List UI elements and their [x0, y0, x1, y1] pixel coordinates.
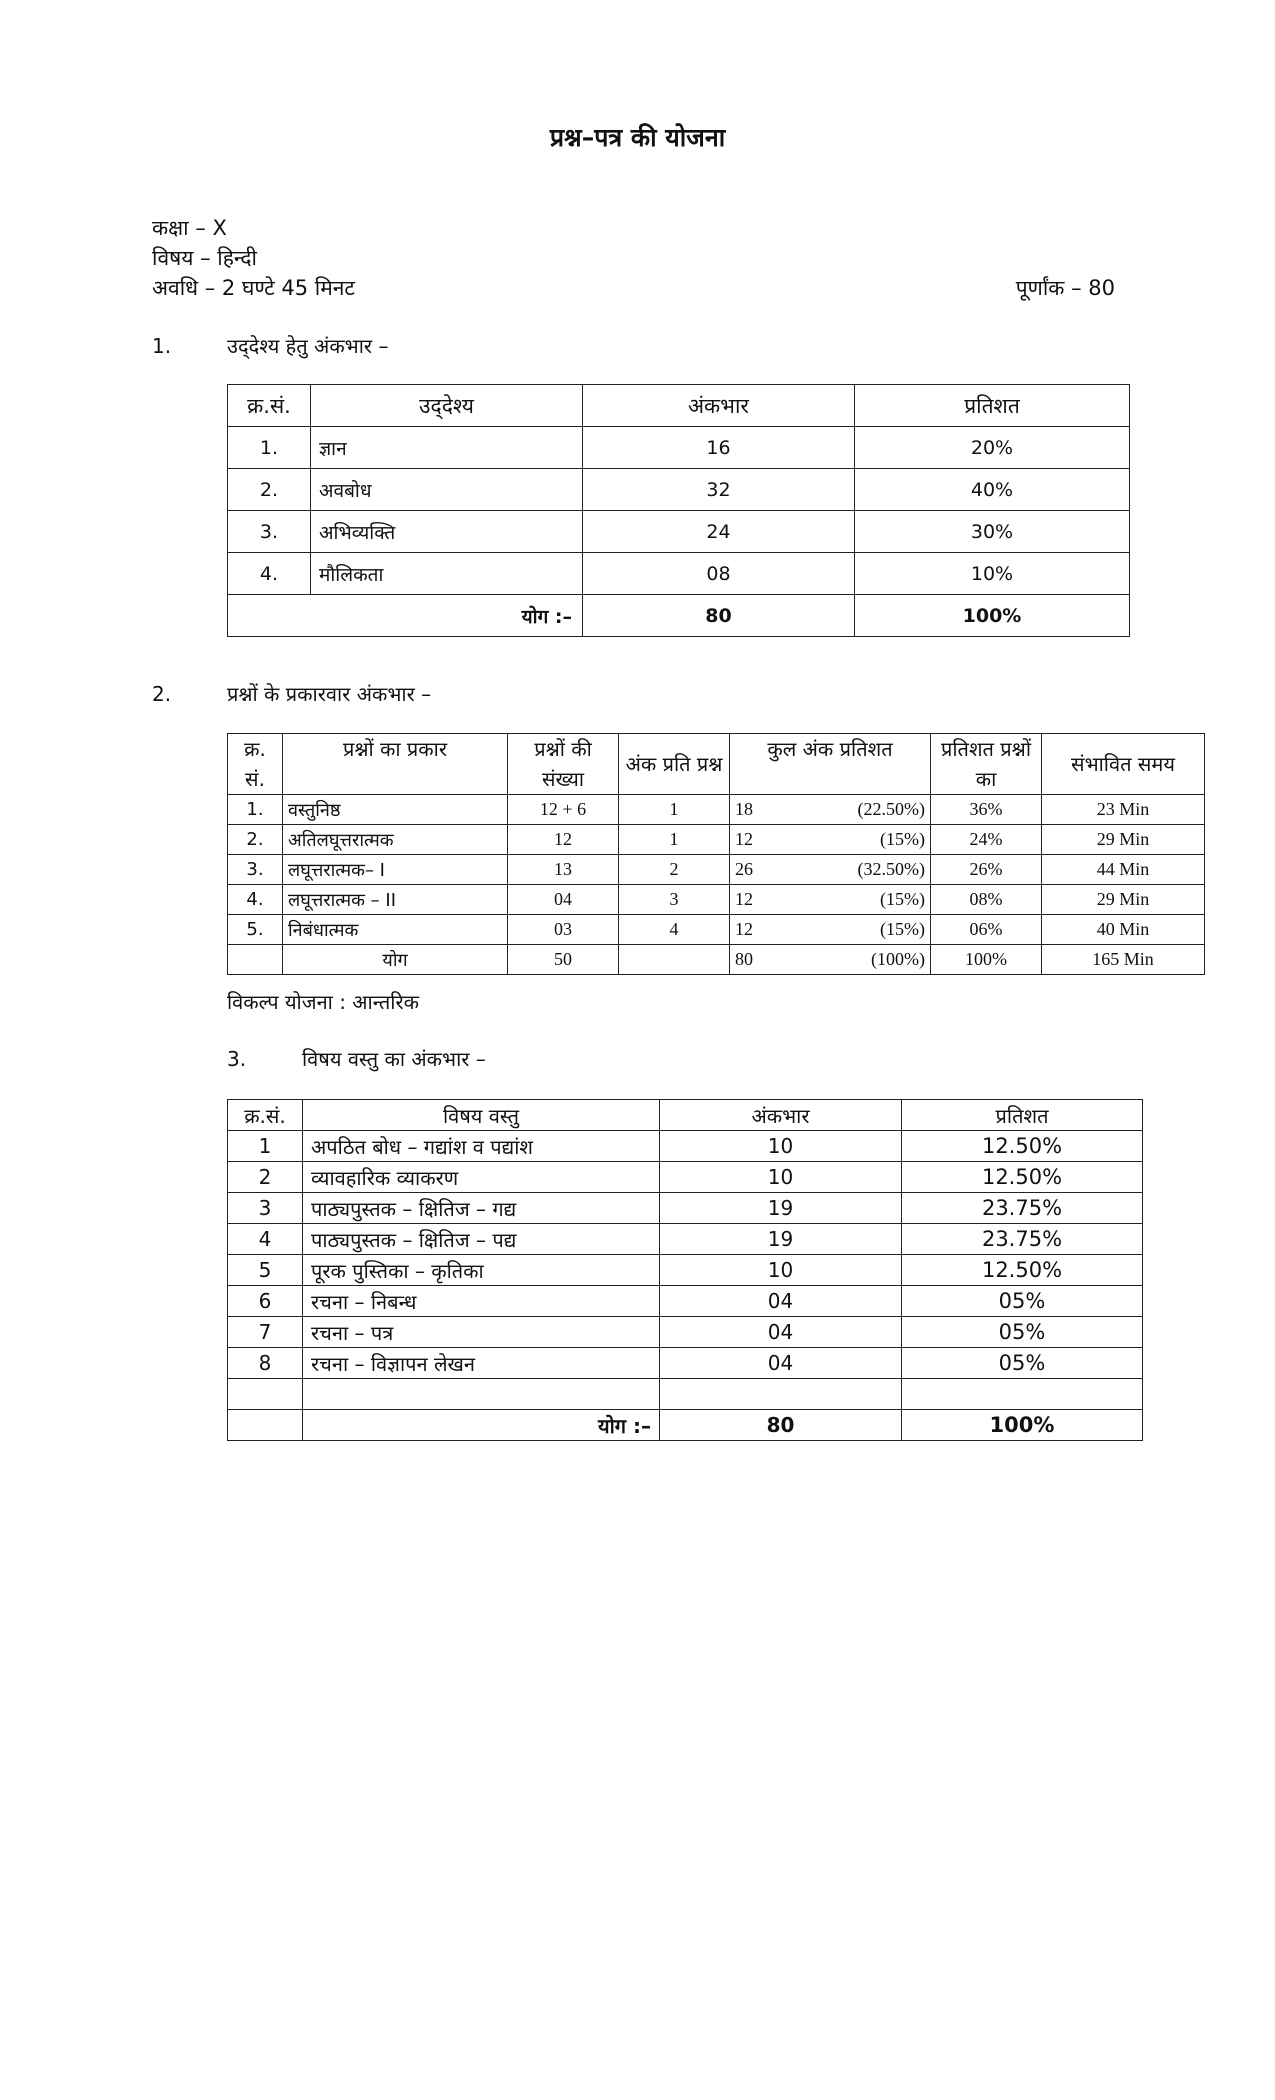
cell: 05%: [902, 1348, 1143, 1379]
header-cell: प्रतिशत प्रश्नों का: [931, 734, 1042, 795]
cell: अभिव्यक्ति: [311, 511, 583, 553]
cell: अपठित बोध – गद्यांश व पद्यांश: [303, 1131, 660, 1162]
cell: [619, 945, 730, 975]
table-row: [228, 427, 1130, 469]
cell: 3: [228, 1193, 303, 1224]
cell: 16: [583, 427, 855, 469]
cell: 10: [660, 1162, 902, 1193]
cell: 44 Min: [1042, 855, 1205, 885]
cell: [228, 1379, 303, 1410]
table-total-row: [228, 595, 1130, 637]
empty-row: [228, 1379, 1143, 1410]
cell: लघूत्तरात्मक– I: [283, 855, 508, 885]
cell: 7: [228, 1317, 303, 1348]
cell: 1: [228, 1131, 303, 1162]
cell: 03: [508, 915, 619, 945]
cell: [228, 945, 283, 975]
table-header-row: [228, 1100, 1143, 1131]
cell: 04: [660, 1348, 902, 1379]
question-type-table: [227, 733, 1205, 975]
cell: 24%: [931, 825, 1042, 855]
total-percent: 100%: [902, 1410, 1143, 1441]
total-marks: 12: [735, 889, 753, 909]
total-percent: (15%): [880, 889, 925, 909]
cell: 5: [228, 1255, 303, 1286]
cell: 23.75%: [902, 1193, 1143, 1224]
cell: 12.50%: [902, 1255, 1143, 1286]
cell: रचना – पत्र: [303, 1317, 660, 1348]
cell: 06%: [931, 915, 1042, 945]
total-marks: 26: [735, 859, 753, 879]
section-number: 3.: [227, 1047, 247, 1071]
cell: [730, 915, 931, 945]
header-cell: संभावित समय: [1042, 734, 1205, 795]
cell: 4.: [228, 885, 283, 915]
total-percent: (32.50%): [857, 859, 925, 879]
cell: 6: [228, 1286, 303, 1317]
cell: 23 Min: [1042, 795, 1205, 825]
table-row: [228, 469, 1130, 511]
table-header-row: [228, 734, 1205, 795]
section-1-heading: [152, 332, 388, 359]
total-percent: (15%): [880, 919, 925, 939]
header-cell: क्र. सं.: [228, 734, 283, 795]
cell: व्यावहारिक व्याकरण: [303, 1162, 660, 1193]
cell: 29 Min: [1042, 885, 1205, 915]
cell: [730, 855, 931, 885]
cell: निबंधात्मक: [283, 915, 508, 945]
cell: [303, 1379, 660, 1410]
cell: 1.: [228, 427, 311, 469]
header-cell: उद्‌देश्य: [311, 385, 583, 427]
cell: [660, 1379, 902, 1410]
total-marks: 80: [583, 595, 855, 637]
cell: 05%: [902, 1286, 1143, 1317]
total-marks: 80: [660, 1410, 902, 1441]
table-total-row: [228, 945, 1205, 975]
cell: पाठ्यपुस्तक – क्षितिज – पद्य: [303, 1224, 660, 1255]
max-marks-line: पूर्णांक – 80: [1015, 276, 1115, 300]
cell: 3.: [228, 511, 311, 553]
table-row: [228, 825, 1205, 855]
cell: 04: [660, 1317, 902, 1348]
cell: 12: [508, 825, 619, 855]
total-percent: (15%): [880, 829, 925, 849]
cell: 19: [660, 1224, 902, 1255]
cell: 2.: [228, 469, 311, 511]
cell: मौलिकता: [311, 553, 583, 595]
total-label: योग :–: [303, 1410, 660, 1441]
cell: [730, 885, 931, 915]
cell: 4.: [228, 553, 311, 595]
table-row: [228, 1131, 1143, 1162]
cell: 36%: [931, 795, 1042, 825]
objective-weightage-table: [227, 384, 1130, 637]
cell: 05%: [902, 1317, 1143, 1348]
section-title: प्रश्नों के प्रकारवार अंकभार –: [227, 682, 432, 706]
cell: 12.50%: [902, 1162, 1143, 1193]
table-row: [228, 1255, 1143, 1286]
cell: 08: [583, 553, 855, 595]
cell: अतिलघूत्तरात्मक: [283, 825, 508, 855]
cell: 20%: [855, 427, 1130, 469]
total-marks: 12: [735, 919, 753, 939]
table-row: [228, 1193, 1143, 1224]
cell: ज्ञान: [311, 427, 583, 469]
table-header-row: [228, 385, 1130, 427]
cell: 23.75%: [902, 1224, 1143, 1255]
cell: 8: [228, 1348, 303, 1379]
total-percent: (100%): [871, 949, 925, 969]
cell: 32: [583, 469, 855, 511]
header-cell: प्रश्नों की संख्या: [508, 734, 619, 795]
header-cell: विषय वस्तु: [303, 1100, 660, 1131]
cell: 3: [619, 885, 730, 915]
header-cell: क्र.सं.: [228, 1100, 303, 1131]
section-3-heading: [227, 1045, 486, 1072]
table-row: [228, 915, 1205, 945]
section-number: 2.: [152, 682, 172, 706]
cell: 08%: [931, 885, 1042, 915]
cell: लघूत्तरात्मक – II: [283, 885, 508, 915]
cell: [228, 1410, 303, 1441]
cell: 13: [508, 855, 619, 885]
section-title: विषय वस्तु का अंकभार –: [302, 1047, 486, 1071]
header-cell: कुल अंक प्रतिशत: [730, 734, 931, 795]
table-row: [228, 855, 1205, 885]
cell: 04: [508, 885, 619, 915]
cell: पूरक पुस्तिका – कृतिका: [303, 1255, 660, 1286]
header-cell: अंकभार: [583, 385, 855, 427]
total-marks: 18: [735, 799, 753, 819]
table-row: [228, 1162, 1143, 1193]
cell: 24: [583, 511, 855, 553]
table-row: [228, 795, 1205, 825]
table-total-row: [228, 1410, 1143, 1441]
cell: [730, 825, 931, 855]
table-row: [228, 885, 1205, 915]
cell: 4: [228, 1224, 303, 1255]
class-line: कक्षा – X: [152, 216, 227, 240]
cell: 2: [619, 855, 730, 885]
table-row: [228, 1348, 1143, 1379]
subject-line: विषय – हिन्दी: [152, 246, 257, 270]
cell: [730, 795, 931, 825]
cell: 1.: [228, 795, 283, 825]
table-row: [228, 553, 1130, 595]
total-percent: 100%: [855, 595, 1130, 637]
total-label: योग: [283, 945, 508, 975]
cell: [902, 1379, 1143, 1410]
section-2-heading: [152, 680, 431, 707]
total-count: 50: [508, 945, 619, 975]
cell: 3.: [228, 855, 283, 885]
header-cell: प्रतिशत: [855, 385, 1130, 427]
header-cell: प्रतिशत: [902, 1100, 1143, 1131]
cell: 1: [619, 825, 730, 855]
total-label: योग :–: [228, 595, 583, 637]
total-marks: 12: [735, 829, 753, 849]
total-time: 165 Min: [1042, 945, 1205, 975]
cell: रचना – विज्ञापन लेखन: [303, 1348, 660, 1379]
section-title: उद्‌देश्य हेतु अंकभार –: [227, 334, 389, 358]
total-marks: 80: [735, 949, 753, 969]
cell: 12.50%: [902, 1131, 1143, 1162]
cell: 29 Min: [1042, 825, 1205, 855]
duration-line: अवधि – 2 घण्टे 45 मिनट: [152, 276, 356, 300]
cell: 10: [660, 1255, 902, 1286]
header-cell: प्रश्नों का प्रकार: [283, 734, 508, 795]
table-row: [228, 1224, 1143, 1255]
page-title: प्रश्न–पत्र की योजना: [549, 123, 726, 152]
cell: 10%: [855, 553, 1130, 595]
cell: 10: [660, 1131, 902, 1162]
total-question-percent: 100%: [931, 945, 1042, 975]
cell: 26%: [931, 855, 1042, 885]
cell: पाठ्यपुस्तक – क्षितिज – गद्य: [303, 1193, 660, 1224]
cell: 04: [660, 1286, 902, 1317]
cell: 2.: [228, 825, 283, 855]
cell: अवबोध: [311, 469, 583, 511]
table-row: [228, 511, 1130, 553]
option-scheme-note: विकल्प योजना : आन्तरिक: [227, 990, 420, 1014]
cell: 19: [660, 1193, 902, 1224]
header-cell: क्र.सं.: [228, 385, 311, 427]
total-percent: (22.50%): [857, 799, 925, 819]
header-cell: अंकभार: [660, 1100, 902, 1131]
cell: [730, 945, 931, 975]
cell: रचना – निबन्ध: [303, 1286, 660, 1317]
cell: 12 + 6: [508, 795, 619, 825]
table-row: [228, 1286, 1143, 1317]
cell: 4: [619, 915, 730, 945]
cell: 40 Min: [1042, 915, 1205, 945]
cell: 2: [228, 1162, 303, 1193]
cell: 1: [619, 795, 730, 825]
cell: 5.: [228, 915, 283, 945]
content-weightage-table: [227, 1099, 1143, 1441]
cell: वस्तुनिष्ठ: [283, 795, 508, 825]
header-cell: अंक प्रति प्रश्न: [619, 734, 730, 795]
cell: 30%: [855, 511, 1130, 553]
section-number: 1.: [152, 334, 172, 358]
cell: 40%: [855, 469, 1130, 511]
table-row: [228, 1317, 1143, 1348]
